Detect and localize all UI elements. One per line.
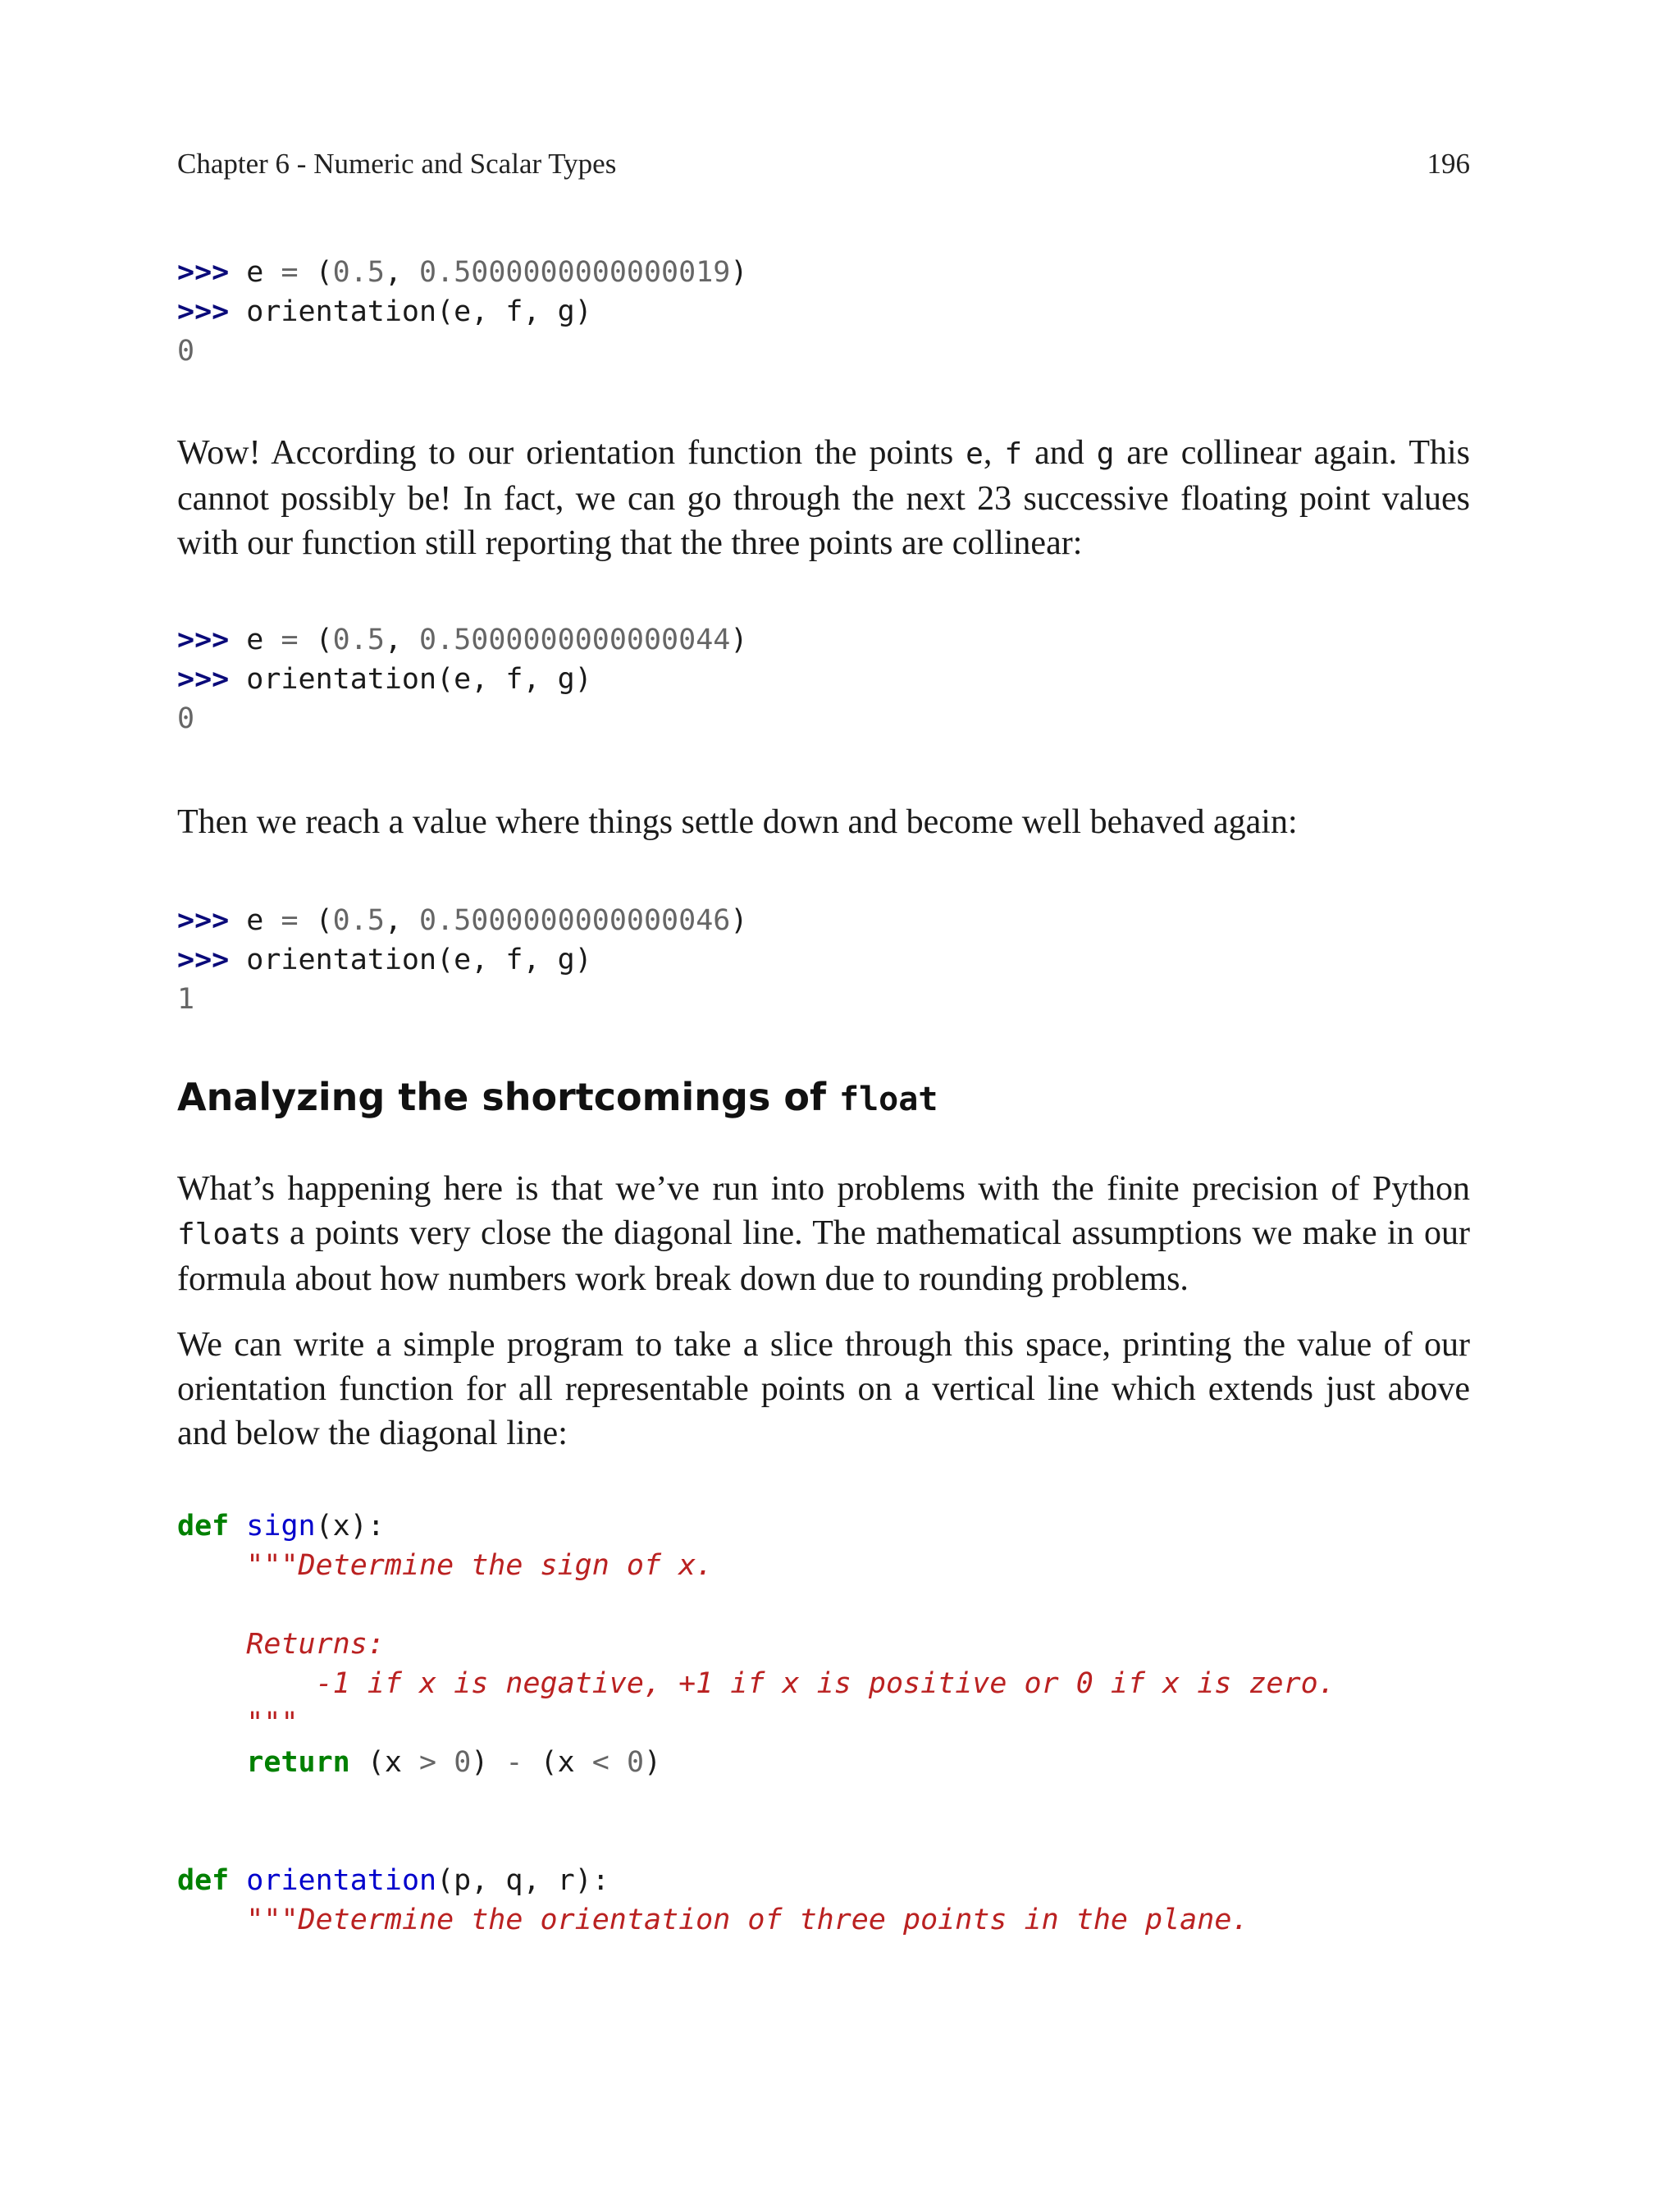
code-function-name: sign — [246, 1510, 316, 1543]
code-text: , — [384, 624, 420, 656]
code-text: ) — [730, 624, 748, 656]
repl-prompt: >>> — [177, 944, 230, 976]
code-keyword: def — [177, 1864, 230, 1897]
code-block-repl-1 — [177, 253, 747, 371]
heading-code: float — [839, 1081, 938, 1118]
code-line — [177, 980, 747, 1019]
code-text: e — [229, 256, 281, 289]
page-number: 196 — [1427, 148, 1470, 180]
code-operator: - — [505, 1746, 523, 1779]
code-number: 0.5 — [332, 256, 385, 289]
repl-prompt: >>> — [177, 256, 230, 289]
repl-prompt: >>> — [177, 295, 230, 328]
book-page — [177, 0, 1470, 2185]
paragraph-simple-program — [177, 1323, 1470, 1456]
code-line — [177, 292, 747, 331]
code-number: 0.5000000000000044 — [419, 624, 731, 656]
code-line — [177, 1664, 1335, 1703]
code-docstring: """Determine the orientation of three points in the plane. — [246, 1904, 1249, 1936]
code-number: 0.5 — [332, 624, 385, 656]
repl-prompt: >>> — [177, 624, 230, 656]
code-line — [177, 1546, 1335, 1585]
code-text: ( — [298, 624, 333, 656]
code-operator: = — [281, 624, 299, 656]
code-line — [177, 1900, 1335, 1940]
code-text: ) — [644, 1746, 662, 1779]
code-number: 0 — [454, 1746, 472, 1779]
code-block-repl-3 — [177, 901, 747, 1019]
code-docstring: """Determine the sign of x. — [246, 1549, 714, 1582]
code-line-blank — [177, 1585, 1335, 1625]
repl-prompt: >>> — [177, 663, 230, 696]
code-text: ) — [730, 256, 748, 289]
code-number: 0.5000000000000019 — [419, 256, 731, 289]
code-indent — [177, 1628, 246, 1661]
code-line — [177, 1743, 1335, 1782]
repl-prompt: >>> — [177, 904, 230, 937]
code-operator: < — [591, 1746, 609, 1779]
code-space — [609, 1746, 627, 1779]
code-text: orientation(e, f, g) — [229, 295, 592, 328]
code-line — [177, 253, 747, 292]
section-heading — [177, 1071, 938, 1126]
code-indent — [177, 1707, 246, 1739]
code-line — [177, 620, 747, 660]
paragraph-text: s a points very close the diagonal line. The mathematical assumptions we make in our formula about how numbers work break down due to rounding problems. — [177, 1214, 1470, 1298]
code-line — [177, 1703, 1335, 1743]
repl-output: 0 — [177, 702, 195, 735]
code-text: , — [384, 256, 420, 289]
inline-code: float — [177, 1218, 267, 1251]
code-line — [177, 1506, 1335, 1546]
paragraph-text: , — [983, 434, 1005, 472]
code-line — [177, 901, 747, 940]
code-indent — [177, 1904, 246, 1936]
repl-output: 1 — [177, 983, 195, 1016]
code-block-python — [177, 1506, 1335, 1940]
code-text: , — [384, 904, 420, 937]
code-space — [229, 1864, 246, 1897]
code-text: orientation(e, f, g) — [229, 663, 592, 696]
code-docstring: """ — [246, 1707, 299, 1739]
code-number: 0.5 — [332, 904, 385, 937]
code-indent — [177, 1549, 246, 1582]
code-text: ( — [298, 904, 333, 937]
paragraph-text: We can write a simple program to take a slice through this space, printing the value of our orientation function for all representable points on a vertical line which extends just above and below the diagonal line: — [177, 1326, 1470, 1452]
code-number: 0.5000000000000046 — [419, 904, 731, 937]
code-block-repl-2 — [177, 620, 747, 738]
paragraph-finite-precision — [177, 1167, 1470, 1301]
code-text: ) — [471, 1746, 506, 1779]
code-line — [177, 1625, 1335, 1664]
code-text: orientation(e, f, g) — [229, 944, 592, 976]
code-text: (x — [523, 1746, 592, 1779]
paragraph-text: and — [1022, 434, 1097, 472]
paragraph-collinear-again — [177, 431, 1470, 565]
code-function-name: orientation — [246, 1864, 437, 1897]
code-text: e — [229, 904, 281, 937]
code-text: ) — [730, 904, 748, 937]
paragraph-text: What’s happening here is that we’ve run into problems with the finite precision of Python — [177, 1170, 1470, 1208]
code-docstring: Returns: — [246, 1628, 385, 1661]
code-indent — [177, 1667, 316, 1700]
code-number: 0 — [626, 1746, 645, 1779]
code-operator: = — [281, 904, 299, 937]
code-indent — [177, 1746, 246, 1779]
code-keyword: return — [246, 1746, 350, 1779]
code-text: (x): — [315, 1510, 385, 1543]
code-text: ( — [298, 256, 333, 289]
code-space — [229, 1510, 246, 1543]
repl-output: 0 — [177, 335, 195, 368]
chapter-title: Chapter 6 - Numeric and Scalar Types — [177, 148, 617, 180]
code-text: (p, q, r): — [436, 1864, 609, 1897]
code-text: e — [229, 624, 281, 656]
paragraph-text: Then we reach a value where things settle down and become well behaved again: — [177, 803, 1298, 841]
code-line — [177, 1861, 1335, 1900]
code-docstring: -1 if x is negative, +1 if x is positive or 0 if x is zero. — [315, 1667, 1335, 1700]
paragraph-well-behaved — [177, 800, 1470, 844]
inline-code: f — [1004, 437, 1023, 471]
code-text: (x — [349, 1746, 420, 1779]
paragraph-text: are collinear again. This cannot possibly be! In fact, we can go through the next 23 successive floating point values with our function still reporting that the three points are collinear: — [177, 434, 1470, 562]
code-line — [177, 660, 747, 699]
code-space — [436, 1746, 454, 1779]
code-line-blank — [177, 1782, 1335, 1822]
code-line — [177, 331, 747, 371]
paragraph-text: Wow! According to our orientation function the points — [177, 434, 966, 472]
running-header — [177, 144, 1470, 184]
code-operator: > — [419, 1746, 437, 1779]
inline-code: e — [966, 437, 984, 471]
code-line — [177, 940, 747, 980]
code-line — [177, 699, 747, 738]
code-keyword: def — [177, 1510, 230, 1543]
heading-text: Analyzing the shortcomings of — [177, 1075, 839, 1119]
inline-code: g — [1096, 437, 1115, 471]
code-line-blank — [177, 1822, 1335, 1861]
code-operator: = — [281, 256, 299, 289]
